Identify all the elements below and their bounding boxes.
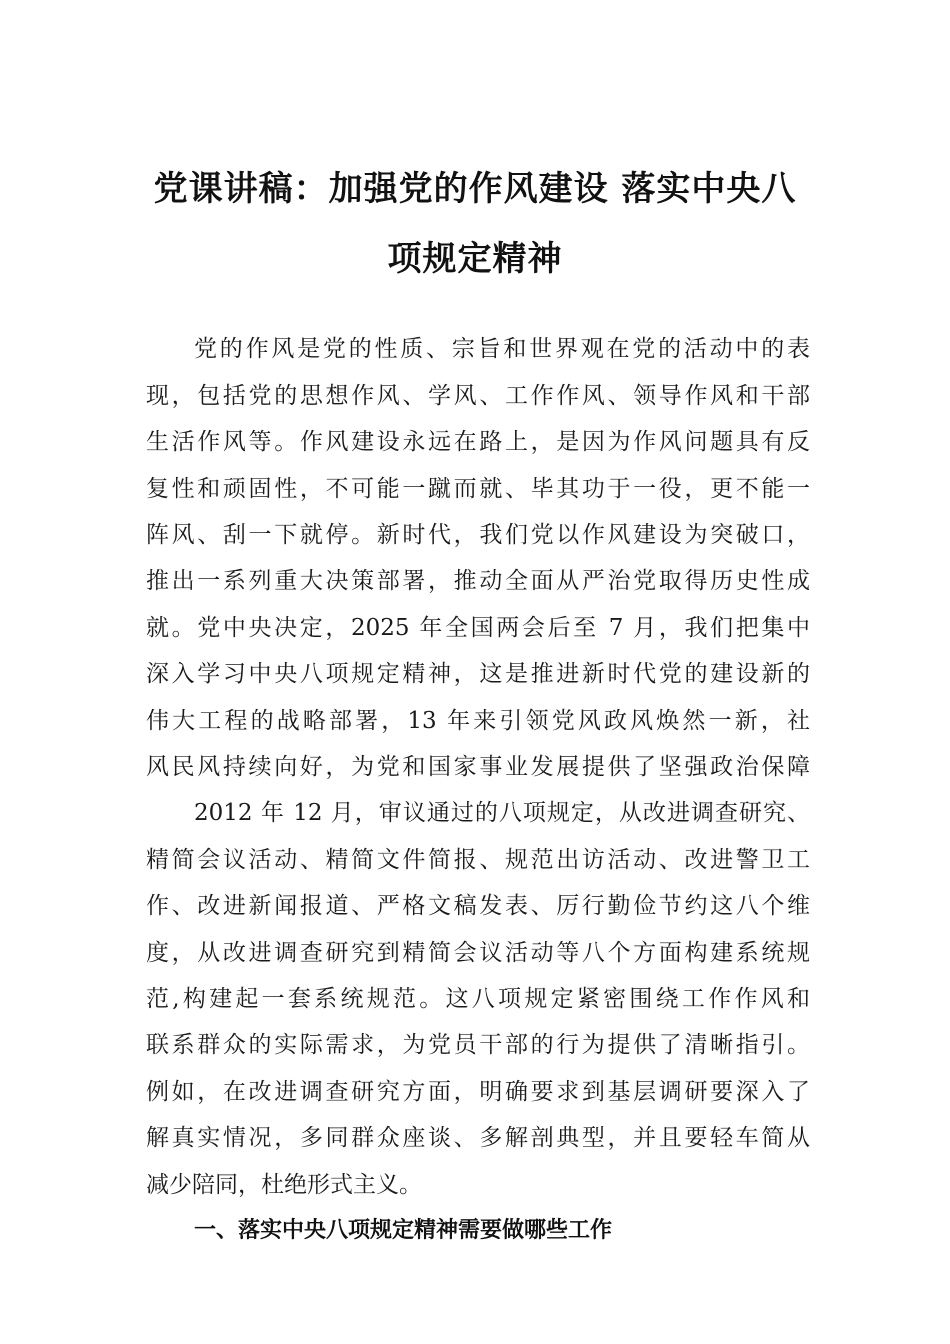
paragraph-1-line: 党的作风是党的性质、宗旨和世界观在党的活动中的表: [194, 336, 810, 362]
paragraph-1-line: 现，包括党的思想作风、学风、工作作风、领导作风和干部: [146, 383, 810, 409]
paragraph-1-line: 伟大工程的战略部署，13 年来引领党风政风焕然一新，社: [146, 708, 810, 734]
section-heading: 一、落实中央八项规定精神需要做哪些工作: [194, 1218, 613, 1243]
paragraph-1-line: 就。党中央决定，2025 年全国两会后至 7 月，我们把集中: [146, 615, 810, 641]
paragraph-2-line: 解真实情况，多同群众座谈、多解剖典型，并且要轻车简从: [146, 1125, 810, 1151]
paragraph-1-line: 复性和顽固性，不可能一蹴而就、毕其功于一役，更不能一: [146, 476, 810, 502]
paragraph-1-line: 风民风持续向好，为党和国家事业发展提供了坚强政治保障: [146, 754, 810, 780]
paragraph-2-line: 2012 年 12 月，审议通过的八项规定，从改进调查研究、: [194, 800, 810, 826]
paragraph-2-line: 度，从改进调查研究到精简会议活动等八个方面构建系统规: [146, 940, 810, 966]
paragraph-2-line: 范,构建起一套系统规范。这八项规定紧密围绕工作作风和: [146, 986, 810, 1012]
document-title-line-1: 党课讲稿：加强党的作风建设 落实中央八: [153, 169, 797, 209]
paragraph-1-line: 阵风、刮一下就停。新时代，我们党以作风建设为突破口，: [146, 522, 810, 548]
paragraph-2-line: 联系群众的实际需求，为党员干部的行为提供了清晰指引。: [146, 1032, 810, 1058]
paragraph-1-line: 推出一系列重大决策部署，推动全面从严治党取得历史性成: [146, 568, 810, 594]
paragraph-1-line: 生活作风等。作风建设永远在路上，是因为作风问题具有反: [146, 429, 810, 455]
paragraph-2-line: 作、改进新闻报道、严格文稿发表、厉行勤俭节约这八个维: [146, 893, 810, 919]
paragraph-2-line: 例如，在改进调查研究方面，明确要求到基层调研要深入了: [146, 1079, 810, 1105]
paragraph-1-line: 深入学习中央八项规定精神，这是推进新时代党的建设新的: [146, 661, 810, 687]
document-title-line-2: 项规定精神: [387, 239, 563, 279]
paragraph-2-line: 精简会议活动、精简文件简报、规范出访活动、改进警卫工: [146, 847, 810, 873]
paragraph-2-line: 减少陪同，杜绝形式主义。: [146, 1172, 422, 1198]
